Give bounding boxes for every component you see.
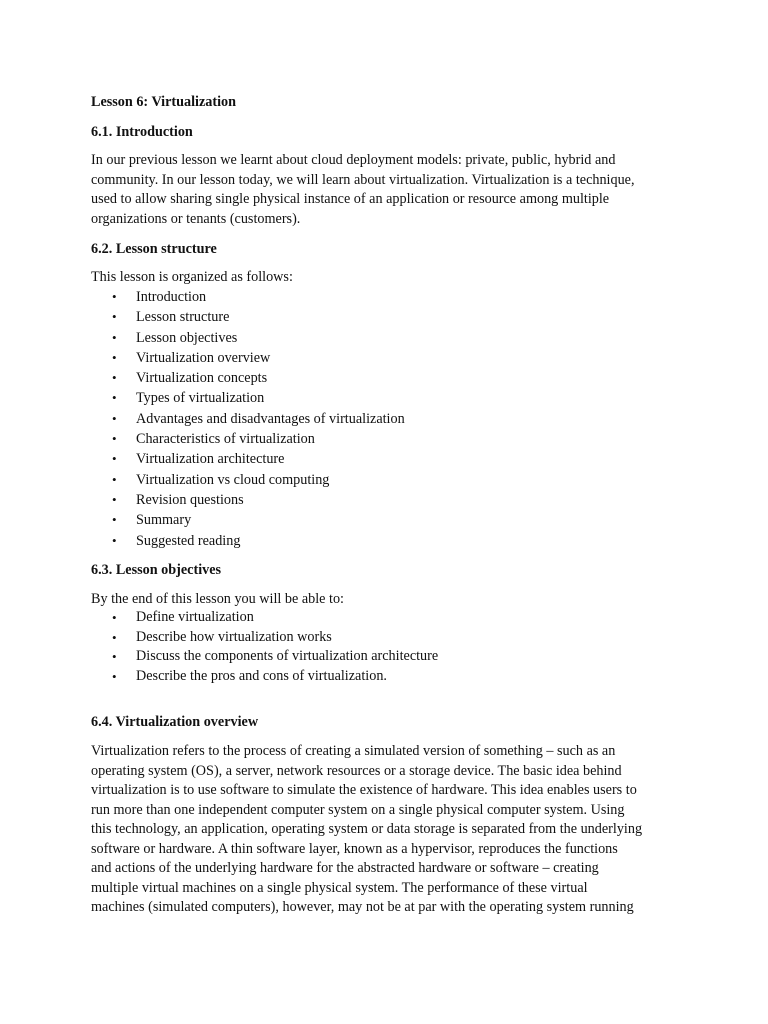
bullet-icon: • xyxy=(112,349,117,365)
list-item: • Lesson structure xyxy=(91,307,681,327)
lesson-title: Lesson 6: Virtualization xyxy=(91,94,237,110)
bullet-icon: • xyxy=(112,309,117,325)
heading-lesson-objectives: 6.3. Lesson objectives xyxy=(91,562,222,578)
heading-virtualization-overview: 6.4. Virtualization overview xyxy=(91,714,259,730)
bullet-icon: • xyxy=(112,329,117,345)
paragraph-line: In our previous lesson we learnt about cloud deployment models: private, public, hybrid and xyxy=(91,152,616,168)
objectives-list xyxy=(91,608,681,686)
bullet-icon: • xyxy=(112,451,117,467)
list-item: • Describe how virtualization works xyxy=(91,628,681,648)
bullet-icon: • xyxy=(112,289,117,304)
paragraph-line: software or hardware. A thin software layer, known as a hypervisor, reproduces the functions xyxy=(91,840,618,857)
list-item: • Define virtualization xyxy=(91,608,681,628)
paragraph-line: Virtualization refers to the process of creating a simulated version of something – such as an xyxy=(91,743,616,759)
list-item: • Types of virtualization xyxy=(91,388,681,408)
list-item: • Virtualization vs cloud computing xyxy=(91,470,681,490)
bullet-icon: • xyxy=(112,390,117,406)
list-item: • Discuss the components of virtualization architecture xyxy=(91,647,681,667)
bullet-icon: • xyxy=(112,370,117,386)
paragraph-line: machines (simulated computers), however, may not be at par with the operating system running xyxy=(91,899,634,915)
paragraph-overview xyxy=(91,742,681,918)
list-item: • Virtualization architecture xyxy=(91,449,681,469)
bullet-icon: • xyxy=(112,471,117,487)
bullet-icon: • xyxy=(112,431,117,447)
bullet-icon: • xyxy=(112,532,117,548)
list-item: • Revision questions xyxy=(91,490,681,510)
bullet-icon: • xyxy=(112,512,117,528)
paragraph-line: and actions of the underlying hardware for the abstracted hardware or software – creating xyxy=(91,860,599,876)
structure-intro: This lesson is organized as follows: xyxy=(91,269,293,285)
list-item: • Suggested reading xyxy=(91,531,681,551)
heading-introduction: 6.1. Introduction xyxy=(91,124,193,140)
list-item: • Lesson objectives xyxy=(91,328,681,348)
paragraph-line: run more than one independent computer system on a single physical computer system. Using xyxy=(91,801,625,818)
list-item: • Introduction xyxy=(91,287,681,307)
list-item: • Describe the pros and cons of virtualization. xyxy=(91,667,681,687)
heading-lesson-structure: 6.2. Lesson structure xyxy=(91,241,217,257)
bullet-icon: • xyxy=(112,610,117,625)
list-item: • Virtualization overview xyxy=(91,348,681,368)
paragraph-introduction xyxy=(91,151,681,229)
bullet-icon: • xyxy=(112,410,117,426)
paragraph-line: used to allow sharing single physical instance of an application or resource among multiple xyxy=(91,191,610,207)
bullet-icon: • xyxy=(112,491,117,507)
paragraph-line: multiple virtual machines on a single physical system. The performance of these virtual xyxy=(91,879,588,896)
list-item: • Characteristics of virtualization xyxy=(91,429,681,449)
list-item: • Advantages and disadvantages of virtualization xyxy=(91,409,681,429)
paragraph-line: operating system (OS), a server, network resources or a storage device. The basic idea behind xyxy=(91,762,622,779)
bullet-icon: • xyxy=(112,668,117,684)
bullet-icon: • xyxy=(112,629,117,645)
paragraph-line: virtualization is to use software to simulate the existence of hardware. This idea enables users to xyxy=(91,782,637,798)
objectives-intro: By the end of this lesson you will be able to: xyxy=(91,591,344,607)
paragraph-line: organizations or tenants (customers). xyxy=(91,210,301,227)
list-item: • Summary xyxy=(91,510,681,530)
structure-list xyxy=(91,287,681,551)
bullet-icon: • xyxy=(112,649,117,664)
list-item: • Virtualization concepts xyxy=(91,368,681,388)
paragraph-line: community. In our lesson today, we will learn about virtualization. Virtualization is a technique, xyxy=(91,171,635,188)
paragraph-line: this technology, an application, operating system or data storage is separated from the underlying xyxy=(91,821,643,837)
